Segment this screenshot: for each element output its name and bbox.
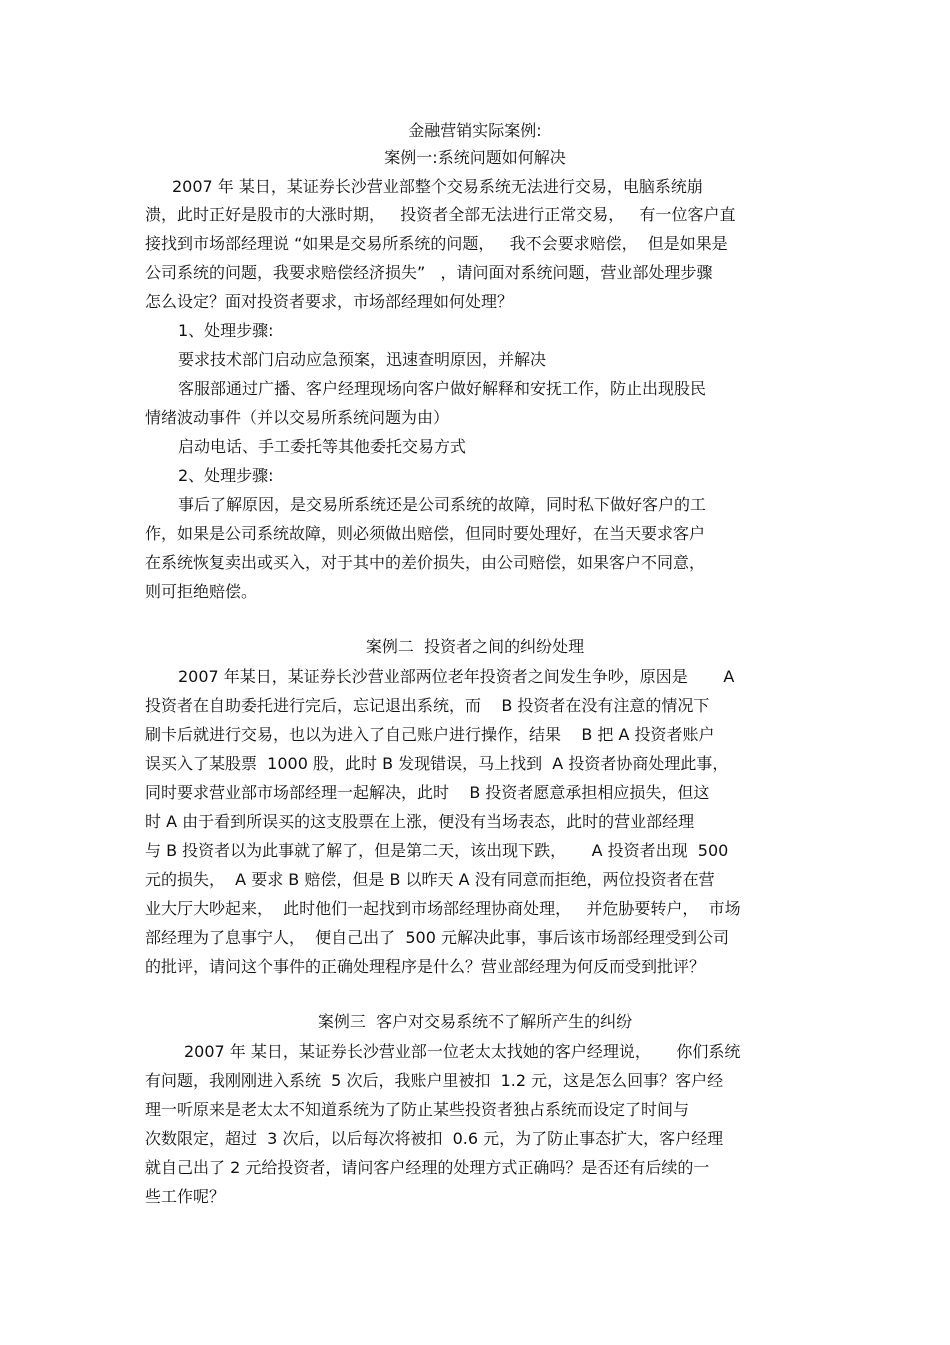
- case1-line: 作，如果是公司系统故障，则必须做出赔偿，但同时要处理好，在当天要求客户: [145, 524, 706, 543]
- case3-line: 些工作呢？: [145, 1187, 226, 1206]
- case2-line: 时 A 由于看到所误买的这支股票在上涨，便没有当场表态，此时的营业部经理: [145, 812, 695, 831]
- case3-line: 次数限定，超过 3 次后，以后每次将被扣 0.6 元，为了防止事态扩大，客户经理: [145, 1129, 724, 1148]
- case1-line: 要求技术部门启动应急预案，迅速查明原因，并解决: [178, 350, 547, 369]
- case3-line: 就自己出了 2 元给投资者，请问客户经理的处理方式正确吗？是否还有后续的一: [145, 1158, 710, 1177]
- case2-line: 误买入了某股票 1000 股，此时 B 发现错误，马上找到 A 投资者协商处理此事，: [145, 754, 729, 773]
- case3-line: 2007 年 某日，某证券长沙营业部一位老太太找她的客户经理说， 你们系统: [184, 1042, 741, 1061]
- case3-heading: 案例三 客户对交易系统不了解所产生的纠纷: [317, 1012, 633, 1031]
- case1-line: 情绪波动事件（并以交易所系统问题为由）: [145, 408, 450, 427]
- case1-line: 公司系统的问题，我要求赔偿经济损失” ，请问面对系统问题，营业部处理步骤: [145, 263, 713, 282]
- case1-line: 客服部通过广播、客户经理现场向客户做好解释和安抚工作，防止出现股民: [178, 379, 707, 398]
- case2-line: 元的损失， A 要求 B 赔偿，但是 B 以昨天 A 没有同意而拒绝，两位投资者在营: [145, 870, 715, 889]
- case1-line: 2007 年 某日，某证券长沙营业部整个交易系统无法进行交易，电脑系统崩: [172, 177, 703, 196]
- case1-line: 在系统恢复卖出或买入，对于其中的差价损失，由公司赔偿，如果客户不同意，: [145, 553, 706, 572]
- case1-line: 接找到市场部经理说 “如果是交易所系统的问题， 我不会要求赔偿， 但是如果是: [145, 234, 728, 253]
- case1-step-heading: 2、处理步骤:: [178, 466, 274, 485]
- case1-heading: 案例一:系统问题如何解决: [384, 148, 566, 167]
- case2-line: 刷卡后就进行交易，也以为进入了自己账户进行操作，结果 B 把 A 投资者账户: [145, 725, 715, 744]
- case1-line: 则可拒绝赔偿。: [145, 582, 258, 601]
- case2-heading: 案例二 投资者之间的纠纷处理: [365, 637, 585, 656]
- case2-line: 部经理为了息事宁人， 便自己出了 500 元解决此事，事后该市场部经理受到公司: [145, 928, 729, 947]
- case1-line: 怎么设定？面对投资者要求，市场部经理如何处理？: [145, 292, 514, 311]
- case3-line: 理一听原来是老太太不知道系统为了防止某些投资者独占系统而设定了时间与: [145, 1100, 690, 1119]
- case2-line: 投资者在自助委托进行完后，忘记退出系统，而 B 投资者在没有注意的情况下: [145, 696, 710, 715]
- case3-line: 有问题，我刚刚进入系统 5 次后，我账户里被扣 1.2 元，这是怎么回事？客户经: [145, 1071, 724, 1090]
- case2-line: 的批评，请问这个事件的正确处理程序是什么？营业部经理为何反而受到批评？: [145, 957, 706, 976]
- document-title: 金融营销实际案例:: [408, 121, 542, 140]
- case2-line: 2007 年某日，某证券长沙营业部两位老年投资者之间发生争吵，原因是 A: [178, 667, 735, 686]
- case2-line: 与 B 投资者以为此事就了解了，但是第二天，该出现下跌， A 投资者出现 500: [145, 841, 729, 860]
- case1-line: 溃，此时正好是股市的大涨时期， 投资者全部无法进行正常交易， 有一位客户直: [145, 205, 736, 224]
- case1-line: 启动电话、手工委托等其他委托交易方式: [178, 437, 467, 456]
- case2-line: 同时要求营业部市场部经理一起解决，此时 B 投资者愿意承担相应损失，但这: [145, 783, 710, 802]
- case2-line: 业大厅大吵起来， 此时他们一起找到市场部经理协商处理， 并危胁要转户， 市场: [145, 899, 741, 918]
- case1-line: 事后了解原因，是交易所系统还是公司系统的故障，同时私下做好客户的工: [178, 495, 707, 514]
- case1-step-heading: 1、处理步骤:: [178, 321, 274, 340]
